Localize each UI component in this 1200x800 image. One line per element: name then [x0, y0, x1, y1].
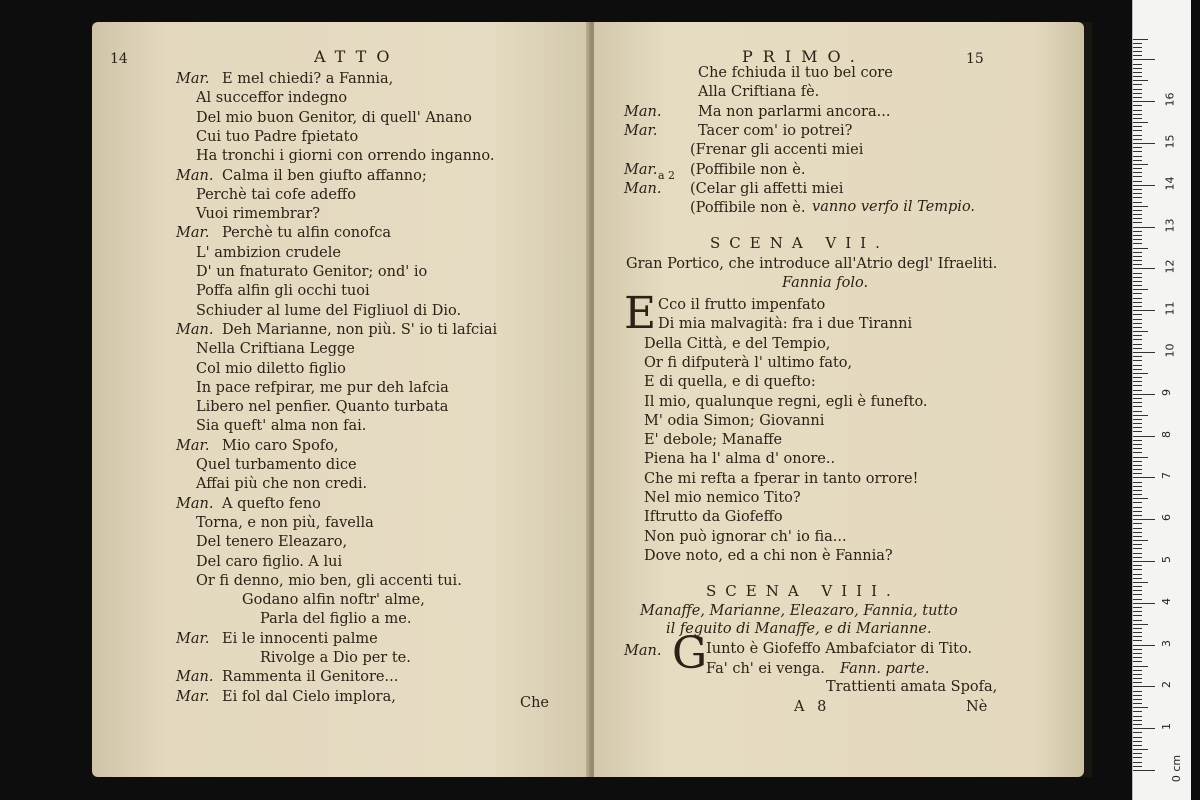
ruler-tick — [1133, 97, 1142, 98]
ruler-tick — [1133, 335, 1142, 336]
text-line: (Poffibile non è. — [690, 161, 806, 178]
page-header: PRIMO. — [742, 47, 865, 66]
text-line: L' ambizion crudele — [196, 244, 341, 261]
ruler-tick — [1133, 469, 1142, 470]
page-number: 15 — [966, 51, 984, 67]
ruler-tick — [1133, 502, 1142, 503]
ruler-tick — [1133, 268, 1155, 269]
ruler-label: 0 cm — [1170, 754, 1184, 783]
text-line: Ei le innocenti palme — [222, 630, 378, 647]
text-line: E' debole; Manaffe — [644, 432, 783, 449]
text-line: Che mi refta a fperar in tanto orrore! — [644, 470, 919, 487]
text-line: Perchè tai cofe adeffo — [196, 186, 356, 203]
ruler-tick — [1133, 260, 1142, 261]
text-line: Rammenta il Genitore... — [222, 669, 399, 686]
ruler-tick — [1133, 314, 1142, 315]
ruler-tick — [1133, 143, 1155, 144]
ruler-tick — [1133, 482, 1142, 483]
ruler-tick — [1133, 440, 1142, 441]
ruler-tick — [1133, 39, 1148, 40]
ruler-tick — [1133, 448, 1142, 449]
ruler-tick — [1133, 168, 1142, 169]
ruler-tick — [1133, 373, 1148, 374]
speaker: Mar. — [176, 437, 210, 454]
open-book — [92, 22, 1092, 777]
ruler-tick — [1133, 557, 1142, 558]
ruler-tick — [1133, 181, 1142, 182]
speaker: Mar. — [176, 71, 210, 87]
ruler-tick — [1133, 427, 1142, 428]
speaker: Man. — [624, 180, 662, 197]
ruler-tick — [1133, 582, 1148, 583]
right-page — [594, 22, 1084, 777]
ruler-tick — [1133, 699, 1142, 700]
text-line: Alla Criftiana fè. — [698, 84, 820, 101]
ruler-tick — [1133, 703, 1142, 704]
text-line: Torna, e non più, favella — [196, 514, 374, 531]
ruler-label: 1 — [1160, 723, 1173, 731]
text-line: Calma il ben giufto affanno; — [222, 167, 427, 184]
ruler-tick — [1133, 486, 1142, 487]
ruler-tick — [1133, 561, 1155, 562]
ruler-tick — [1133, 624, 1148, 625]
ruler-tick — [1133, 256, 1142, 257]
ruler-label: 3 — [1160, 639, 1173, 647]
ruler-tick — [1133, 419, 1142, 420]
ruler-label: 9 — [1160, 388, 1173, 396]
speaker: Man. — [176, 167, 214, 184]
ruler-label: 14 — [1163, 176, 1177, 191]
ruler-tick — [1133, 302, 1142, 303]
text-line: Ma non parlarmi ancora... — [698, 103, 891, 120]
ruler-tick — [1133, 682, 1142, 683]
ruler-tick — [1133, 160, 1142, 161]
ruler-tick — [1133, 273, 1142, 274]
stage-direction: vanno verfo il Tempio. — [812, 199, 976, 215]
duet-mark: a 2 — [658, 169, 676, 182]
text-line: Deh Marianne, non più. S' io ti lafciai — [222, 321, 498, 338]
ruler-tick — [1133, 214, 1142, 215]
ruler-tick — [1133, 72, 1142, 73]
ruler-tick — [1133, 339, 1142, 340]
ruler-tick — [1133, 452, 1142, 453]
ruler-tick — [1133, 477, 1155, 478]
ruler-label: 5 — [1160, 556, 1173, 563]
ruler-tick — [1133, 603, 1155, 604]
ruler-tick — [1133, 356, 1142, 357]
ruler-tick — [1133, 130, 1142, 131]
text-line: A quefto feno — [222, 495, 321, 512]
text-line: Nel mio nemico Tito? — [644, 490, 801, 506]
ruler-tick — [1133, 243, 1142, 244]
ruler-tick — [1133, 51, 1142, 52]
ruler-tick — [1133, 369, 1142, 370]
ruler-tick — [1133, 507, 1142, 508]
ruler-tick — [1133, 306, 1142, 307]
text-line: Del caro figlio. A lui — [196, 553, 343, 570]
ruler-label: 4 — [1160, 597, 1173, 605]
ruler-tick — [1133, 164, 1148, 165]
ruler-tick — [1133, 494, 1142, 495]
speaker: Man. — [176, 669, 214, 686]
ruler-label: 2 — [1160, 681, 1173, 689]
text-line: Tacer com' io potrei? — [698, 122, 853, 139]
ruler-tick — [1133, 565, 1142, 566]
ruler-tick — [1133, 101, 1155, 102]
text-line: M' odia Simon; Giovanni — [644, 412, 825, 429]
ruler-tick — [1133, 436, 1155, 437]
left-page — [92, 22, 590, 777]
ruler-tick — [1133, 569, 1142, 570]
ruler-tick — [1133, 218, 1142, 219]
ruler-tick — [1133, 377, 1142, 378]
ruler-tick — [1133, 540, 1148, 541]
ruler-tick — [1133, 277, 1142, 278]
ruler-tick — [1133, 402, 1142, 403]
ruler-tick — [1133, 222, 1142, 223]
text-line: Dove noto, ed a chi non è Fannia? — [644, 547, 893, 564]
ruler-tick — [1133, 636, 1142, 637]
speaker: Mar. — [176, 630, 210, 647]
ruler-tick — [1133, 59, 1155, 60]
ruler-tick — [1133, 615, 1142, 616]
ruler-tick — [1133, 457, 1148, 458]
text-line: Libero nel penfier. Quanto turbata — [196, 399, 449, 416]
ruler-tick — [1133, 620, 1142, 621]
ruler-tick — [1133, 498, 1148, 499]
text-line: Parla del figlio a me. — [260, 611, 412, 628]
text-line: Nella Criftiana Legge — [196, 341, 355, 358]
text-line: Or fi difputerà l' ultimo fato, — [644, 354, 853, 371]
ruler-tick — [1133, 172, 1142, 173]
text-line: Sia queft' alma non fai. — [196, 418, 367, 435]
ruler-tick — [1133, 653, 1142, 654]
ruler-tick — [1133, 423, 1142, 424]
text-line: Vuoi rimembrar? — [196, 206, 321, 223]
ruler-tick — [1133, 206, 1148, 207]
ruler-tick — [1133, 147, 1142, 148]
ruler-tick — [1133, 264, 1142, 265]
ruler-tick — [1133, 707, 1148, 708]
catchword: Che — [520, 695, 550, 711]
speaker: Man. — [624, 643, 662, 659]
ruler-tick — [1133, 139, 1142, 140]
ruler-tick — [1133, 105, 1142, 106]
ruler-tick — [1133, 285, 1142, 286]
scene-title: SCENA VII. — [710, 234, 889, 252]
ruler-tick — [1133, 348, 1142, 349]
ruler-tick — [1133, 465, 1142, 466]
ruler-tick — [1133, 490, 1142, 491]
page-header: ATTO — [314, 47, 400, 66]
speaker: Mar. — [176, 688, 210, 705]
ruler-tick — [1133, 126, 1142, 127]
ruler-tick — [1133, 532, 1142, 533]
text-line: (Frenar gli accenti miei — [690, 142, 864, 159]
text-line: Del tenero Eleazaro, — [196, 534, 348, 551]
text-line: Quel turbamento dice — [196, 457, 357, 473]
ruler-tick — [1133, 310, 1155, 311]
ruler-tick — [1133, 586, 1142, 587]
ruler-tick — [1133, 461, 1142, 462]
text-line: Ei fol dal Cielo implora, — [222, 688, 396, 705]
speaker: Mar. — [624, 122, 658, 139]
ruler-tick — [1133, 649, 1142, 650]
ruler-tick — [1133, 202, 1142, 203]
ruler-tick — [1133, 590, 1142, 591]
ruler-tick — [1133, 686, 1155, 687]
ruler-tick — [1133, 381, 1142, 382]
page-number: 14 — [110, 51, 128, 67]
ruler-tick — [1133, 89, 1142, 90]
ruler-tick — [1133, 235, 1142, 236]
scene-cast: il feguito di Manaffe, e di Marianne. — [666, 621, 932, 637]
ruler-tick — [1133, 720, 1142, 721]
ruler-tick — [1133, 745, 1142, 746]
text-line: Fa' ch' ei venga. — [706, 661, 825, 677]
ruler-tick — [1133, 574, 1142, 575]
ruler-tick — [1133, 156, 1142, 157]
ruler-tick — [1133, 193, 1142, 194]
ruler-tick — [1133, 252, 1142, 253]
ruler-tick — [1133, 753, 1142, 754]
text-line: Il mio, qualunque regni, egli è funefto. — [644, 393, 928, 410]
speaker: Man. — [624, 103, 662, 120]
ruler-tick — [1133, 239, 1142, 240]
text-line: Schiuder al lume del Figliuol di Dio. — [196, 302, 462, 319]
ruler-tick — [1133, 762, 1142, 763]
text-line: Perchè tu alfin conofca — [222, 225, 391, 242]
ruler-tick — [1133, 728, 1155, 729]
ruler-tick — [1133, 331, 1148, 332]
ruler-tick — [1133, 657, 1142, 658]
ruler-tick — [1133, 64, 1142, 65]
text-line: Trattienti amata Spofa, — [826, 679, 998, 695]
ruler-tick — [1133, 289, 1148, 290]
ruler-tick — [1133, 716, 1142, 717]
ruler-tick — [1133, 110, 1142, 111]
ruler-tick — [1133, 135, 1142, 136]
ruler-tick — [1133, 385, 1142, 386]
ruler-tick — [1133, 122, 1148, 123]
ruler-tick — [1133, 674, 1142, 675]
scene-title: SCENA VIII. — [706, 582, 900, 600]
ruler-tick — [1133, 741, 1142, 742]
ruler-tick — [1133, 248, 1148, 249]
ruler-tick — [1133, 515, 1142, 516]
ruler-tick — [1133, 398, 1142, 399]
ruler-tick — [1133, 197, 1142, 198]
ruler-tick — [1133, 415, 1148, 416]
drop-cap: G — [672, 628, 708, 679]
stage-direction: Fann. parte. — [840, 661, 930, 677]
ruler-tick — [1133, 544, 1142, 545]
ruler-tick — [1133, 76, 1142, 77]
ruler-tick — [1133, 611, 1142, 612]
ruler-tick — [1133, 210, 1142, 211]
ruler-tick — [1133, 766, 1142, 767]
ruler-tick — [1133, 84, 1142, 85]
ruler-tick — [1133, 352, 1155, 353]
ruler-tick — [1133, 770, 1155, 771]
text-line: Or fi denno, mio ben, gli accenti tui. — [196, 572, 462, 589]
ruler-tick — [1133, 298, 1142, 299]
text-line: Mio caro Spofo, — [222, 437, 339, 454]
text-line: D' un fnaturato Genitor; ond' io — [196, 264, 428, 280]
ruler-tick — [1133, 189, 1142, 190]
ruler-tick — [1133, 390, 1142, 391]
ruler-tick — [1133, 365, 1142, 366]
ruler-label: 7 — [1160, 472, 1173, 480]
ruler-label: 15 — [1163, 134, 1177, 149]
ruler-tick — [1133, 293, 1142, 294]
ruler-tick — [1133, 732, 1142, 733]
speaker: Mar. — [176, 225, 210, 242]
drop-cap: E — [624, 288, 657, 339]
ruler-tick — [1133, 394, 1155, 395]
catchword: Nè — [966, 699, 988, 715]
text-line: Della Città, e del Tempio, — [644, 335, 831, 352]
ruler-tick — [1133, 528, 1142, 529]
text-line: Al succeffor indegno — [196, 90, 348, 107]
ruler-tick — [1133, 43, 1142, 44]
scene-cast: Manaffe, Marianne, Eleazaro, Fannia, tutto — [640, 603, 958, 619]
text-line: E di quella, e di quefto: — [644, 374, 816, 391]
speaker: Man. — [176, 321, 214, 338]
ruler-tick — [1133, 511, 1142, 512]
text-line: Cui tuo Padre fpietato — [196, 128, 359, 145]
ruler-tick — [1133, 151, 1142, 152]
ruler-label: 10 — [1163, 343, 1177, 358]
text-line: In pace refpirar, me pur deh lafcia — [196, 379, 449, 396]
text-line: Godano alfin noftr' alme, — [242, 592, 425, 609]
text-line: Cco il frutto impenfato — [658, 297, 826, 313]
ruler-tick — [1133, 360, 1142, 361]
text-line: Del mio buon Genitor, di quell' Anano — [196, 109, 472, 126]
ruler-tick — [1133, 411, 1142, 412]
ruler-tick — [1133, 670, 1142, 671]
ruler-tick — [1133, 678, 1142, 679]
ruler-tick — [1133, 628, 1142, 629]
text-line: (Celar gli affetti miei — [690, 180, 844, 197]
ruler-tick — [1133, 431, 1142, 432]
ruler-tick — [1133, 406, 1142, 407]
ruler-tick — [1133, 519, 1155, 520]
ruler-tick — [1133, 640, 1142, 641]
ruler-label: 8 — [1160, 430, 1173, 438]
ruler-label: 16 — [1163, 92, 1177, 107]
text-line: Iunto è Giofeffo Ambafciator di Tito. — [706, 641, 973, 657]
text-line: Col mio diletto figlio — [196, 360, 346, 377]
ruler-tick — [1133, 749, 1148, 750]
ruler-tick — [1133, 118, 1142, 119]
ruler-tick — [1133, 327, 1142, 328]
ruler-tick — [1133, 599, 1142, 600]
ruler-label: 12 — [1163, 259, 1177, 274]
ruler-tick — [1133, 523, 1142, 524]
ruler-tick — [1133, 114, 1142, 115]
ruler-tick — [1133, 80, 1148, 81]
ruler-tick — [1133, 695, 1142, 696]
text-line: Rivolge a Dio per te. — [260, 650, 411, 666]
ruler-label: 13 — [1163, 218, 1177, 233]
ruler-tick — [1133, 47, 1142, 48]
ruler-tick — [1133, 553, 1142, 554]
ruler-tick — [1133, 607, 1142, 608]
ruler-tick — [1133, 691, 1142, 692]
text-line: Che fchiuda il tuo bel core — [698, 65, 893, 81]
ruler-tick — [1133, 444, 1142, 445]
ruler-tick — [1133, 578, 1142, 579]
ruler-tick — [1133, 319, 1142, 320]
ruler-tick — [1133, 93, 1142, 94]
ruler-tick — [1133, 231, 1142, 232]
speaker: Man. — [176, 495, 214, 512]
ruler-tick — [1133, 737, 1142, 738]
text-line: E mel chiedi? a Fannia, — [222, 71, 394, 87]
ruler-tick — [1133, 323, 1142, 324]
ruler-tick — [1133, 68, 1142, 69]
text-line: Poffa alfin gli occhi tuoi — [196, 283, 370, 300]
scene-cast: Fannia folo. — [782, 275, 869, 291]
text-line: Di mia malvagità: fra i due Tiranni — [658, 316, 913, 333]
text-line: Affai più che non credi. — [196, 476, 368, 493]
ruler-tick — [1133, 281, 1142, 282]
ruler-tick — [1133, 473, 1142, 474]
ruler-tick — [1133, 594, 1142, 595]
ruler-tick — [1133, 185, 1155, 186]
ruler-tick — [1133, 711, 1142, 712]
text-line: (Poffibile non è. — [690, 200, 806, 217]
speaker: Mar. — [624, 161, 658, 178]
ruler-tick — [1133, 645, 1155, 646]
ruler-tick — [1133, 344, 1142, 345]
ruler-tick — [1133, 536, 1142, 537]
ruler-label: 6 — [1160, 514, 1173, 522]
text-line: Non può ignorar ch' io fia... — [644, 528, 847, 545]
ruler-tick — [1133, 666, 1148, 667]
ruler-label: 11 — [1163, 301, 1177, 316]
text-line: Piena ha l' alma d' onore.. — [644, 451, 836, 468]
ruler-tick — [1133, 757, 1142, 758]
scene-setting: Gran Portico, che introduce all'Atrio degl' Ifraeliti. — [626, 256, 998, 272]
ruler-tick — [1133, 55, 1142, 56]
text-line: Ha tronchi i giorni con orrendo inganno. — [196, 148, 495, 165]
signature-mark: A 8 — [794, 699, 831, 715]
ruler-tick — [1133, 227, 1155, 228]
ruler-tick — [1133, 632, 1142, 633]
text-line: Iftrutto da Giofeffo — [644, 509, 783, 526]
ruler-tick — [1133, 661, 1142, 662]
measurement-ruler — [1132, 0, 1191, 800]
ruler-tick — [1133, 176, 1142, 177]
ruler-tick — [1133, 548, 1142, 549]
ruler-tick — [1133, 724, 1142, 725]
